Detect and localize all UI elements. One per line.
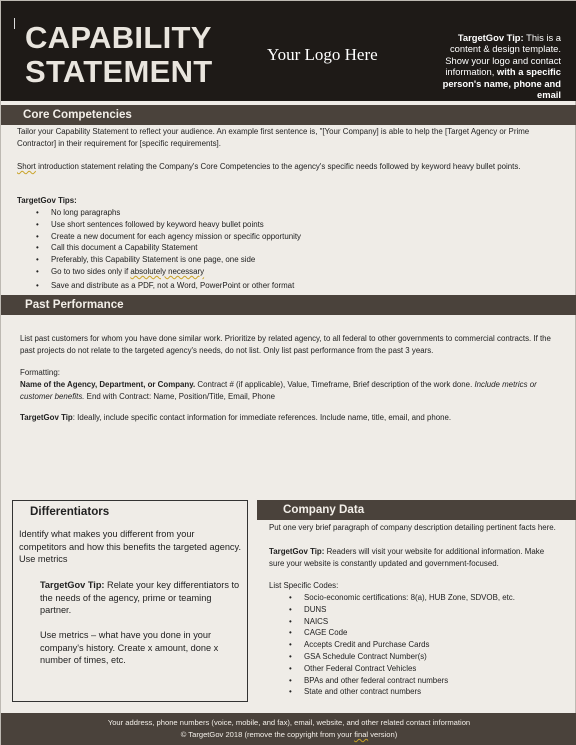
list-item: • No long paragraphs [51,207,551,219]
list-item: • Call this document a Capability Statement [51,242,551,254]
core-tips-list [51,207,551,292]
title-line-2: STATEMENT [25,54,213,89]
list-item: • Other Federal Contract Vehicles [304,663,564,675]
company-tip: TargetGov Tip: Readers will visit your website for additional information. Make sure your website is constantly updated and government-focused. [269,547,545,568]
list-item: • Accepts Credit and Purchase Cards [304,639,564,651]
company-paragraph: Put one very brief paragraph of company description detailing pertinent facts here. [269,523,556,532]
list-item: • State and other contract numbers [304,686,564,698]
list-item: • CAGE Code [304,627,564,639]
core-short-rest: introduction statement relating the Company's Core Competencies to the agency's specific needs followed by keyword heavy bullet points. [35,162,521,171]
list-item: • DUNS [304,604,564,616]
document-title [25,21,213,89]
list-item: • Create a new document for each agency mission or specific opportunity [51,231,551,243]
core-short-statement [17,161,567,173]
past-tip-text: : Ideally, include specific contact information for immediate references. Include name, title, email, and phone. [72,413,452,422]
list-item: • Go to two sides only if absolutely necessary [51,266,551,278]
footer-copyright: © TargetGov 2018 (remove the copyright from your final version) [180,730,398,739]
absolutely-necessary: absolutely necessary [130,266,205,276]
list-item: • BPAs and other federal contract numbers [304,675,564,687]
formatting-label: Formatting: [20,368,60,377]
formatting-detail: Name of the Agency, Department, or Company. Contract # (if applicable), Value, Timeframe, Brief description of the work done. Include metrics or customer benefits. End with Contract: Name, Position/Title, Email, Phone [20,379,537,401]
list-item: • Socio-economic certifications: 8(a), HUB Zone, SDVOB, etc. [304,592,564,604]
text-cursor [14,18,15,29]
core-intro: Tailor your Capability Statement to reflect your audience. An example first sentence is, "[Your Company] is able to help the [Target Agency or Prime Contractor] in their requirement for [specific requirements]. [17,127,530,148]
differentiators-heading: Differentiators [30,505,110,518]
past-tip-label: TargetGov Tip [20,413,73,422]
codes-label: List Specific Codes: [269,581,339,590]
header-tip [429,32,561,100]
past-formatting [20,367,560,402]
footer [1,713,576,745]
header-banner [1,1,576,101]
title-line-1: CAPABILITY [25,20,212,55]
company-data-heading: Company Data [257,500,576,520]
header-tip-label: TargetGov Tip: [457,32,524,43]
past-performance-heading: Past Performance [1,295,576,315]
footer-contact: Your address, phone numbers (voice, mobile, and fax), email, website, and other related contact information [107,718,471,727]
core-short-word: Short [17,162,36,171]
differentiators-text: Identify what makes you different from your competitors and how this benefits the targeted agency. Use metrics [19,529,241,565]
codes-list [304,592,564,698]
list-item: • Use short sentences followed by keyword heavy bullet points [51,219,551,231]
list-item: • Preferably, this Capability Statement is one page, one side [51,254,551,266]
differentiators-metrics: Use metrics – what have you done in your company's history. Create x amount, done x number of times, etc. [40,630,219,666]
past-paragraph: List past customers for whom you have done similar work. Prioritize by related agency, to all federal to other governments to commercial contracts. If the past projects do not relate to the targeted agency's needs, do not list. Only list past performance from the past 3 years. [20,334,551,355]
header-tip-text: This is a content & design template. Show your logo and contact information, [445,32,561,78]
header-tip-bold: with a specific person's name, phone and email [442,66,561,101]
list-item: • NAICS [304,616,564,628]
core-competencies-heading: Core Competencies [1,105,576,125]
logo-placeholder: Your Logo Here [267,45,378,64]
past-tip [20,412,560,424]
differentiators-tip: TargetGov Tip: Relate your key differentiators to the needs of the agency, prime or teaming partner. [40,580,240,616]
differentiators-box [12,500,248,702]
footer-final-word: final [354,730,369,739]
list-item: • Save and distribute as a PDF, not a Word, PowerPoint or other format [51,280,551,292]
core-tips-label: TargetGov Tips: [17,196,77,205]
list-item: • GSA Schedule Contract Number(s) [304,651,564,663]
